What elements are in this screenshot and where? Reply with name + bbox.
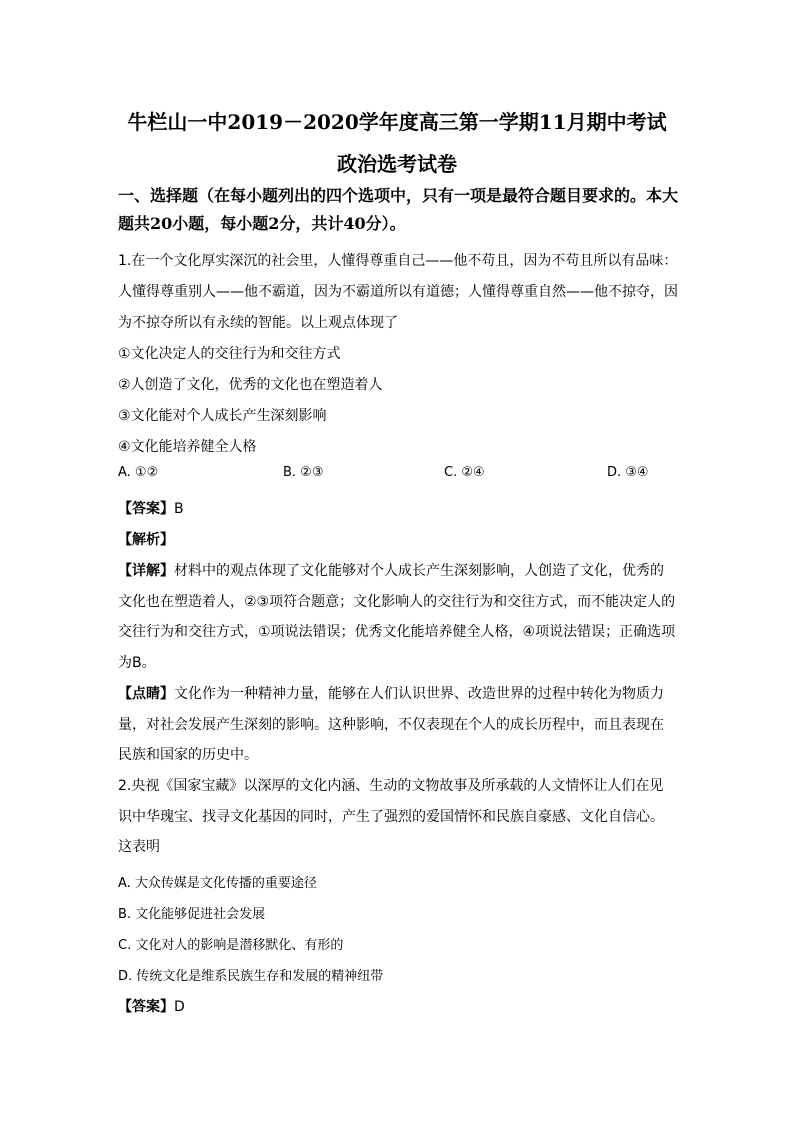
- q2-answer-tag: 【答案】: [118, 999, 174, 1015]
- q1-statement-3: ③文化能对个人成长产生深刻影响: [118, 408, 327, 424]
- exam-subtitle: 政治选考试卷: [337, 152, 457, 176]
- exam-title: 牛栏山一中2019－2020学年度高三第一学期11月期中考试: [127, 110, 667, 134]
- q1-statement-2: ②人创造了文化，优秀的文化也在塑造着人: [118, 377, 383, 393]
- q1-options: [118, 465, 678, 487]
- q1-option-b: B. ②③: [283, 465, 324, 480]
- q1-analysis-tag: 【解析】: [118, 532, 174, 548]
- q1-note-tag: 【点睛】: [118, 686, 174, 702]
- section-heading: 一、选择题（在每小题列出的四个选项中，只有一项是最符合题目要求的。本大题共20小题，每小题2分，共计40分）。: [118, 186, 679, 233]
- q1-answer-value: B: [174, 501, 184, 517]
- q2-option-d: D. 传统文化是维系民族生存和发展的精神纽带: [118, 969, 384, 984]
- q1-detail-text: 材料中的观点体现了文化能够对个人成长产生深刻影响，人创造了文化，优秀的文化也在塑造着人，②③项符合题意；文化影响人的交往行为和交往方式，而不能决定人的交往行为和交往方式，①项说法错误；优秀文化能培养健全人格，④项说法错误；正确选项为B。: [118, 563, 676, 671]
- q2-answer-value: D: [174, 999, 185, 1015]
- q2-answer-line: [118, 996, 185, 1016]
- q1-stem-line-2: 人懂得尊重别人——他不霸道，因为不霸道所以有道德；人懂得尊重自然——他不掠夺，因: [118, 284, 678, 300]
- q2-option-c: C. 文化对人的影响是潜移默化、有形的: [118, 938, 344, 953]
- q2-option-a: A. 大众传媒是文化传播的重要途径: [118, 876, 317, 891]
- q1-statement-1: ①文化决定人的交往行为和交往方式: [118, 346, 341, 362]
- q1-answer-tag: 【答案】: [118, 501, 174, 517]
- q1-stem-line-1: 1.在一个文化厚实深沉的社会里，人懂得尊重自己——他不苟且，因为不苟且所以有品味：: [118, 253, 678, 269]
- q1-option-c: C. ②④: [444, 465, 485, 480]
- q1-note-paragraph: [118, 679, 676, 771]
- q1-detail-paragraph: [118, 556, 676, 678]
- q1-option-a: A. ①②: [118, 465, 159, 480]
- q1-note-text: 文化作为一种精神力量，能够在人们认识世界、改造世界的过程中转化为物质力量，对社会发展产生深刻的影响。这种影响，不仅表现在个人的成长历程中，而且表现在民族和国家的历史中。: [118, 686, 664, 763]
- q1-detail-tag: 【详解】: [118, 563, 174, 579]
- q2-option-b: B. 文化能够促进社会发展: [118, 907, 266, 922]
- q1-stem-line-3: 为不掠夺所以有永续的智能。以上观点体现了: [118, 315, 398, 331]
- q1-answer-line: [118, 498, 184, 518]
- q1-option-d: D. ③④: [607, 465, 649, 480]
- q1-statement-4: ④文化能培养健全人格: [118, 439, 257, 455]
- q2-stem: 2.央视《国家宝藏》以深厚的文化内涵、生动的文物故事及所承载的人文情怀让人们在见识中华瑰宝、找寻文化基因的同时，产生了强烈的爱国情怀和民族自豪感、文化自信心。这表明: [118, 778, 664, 855]
